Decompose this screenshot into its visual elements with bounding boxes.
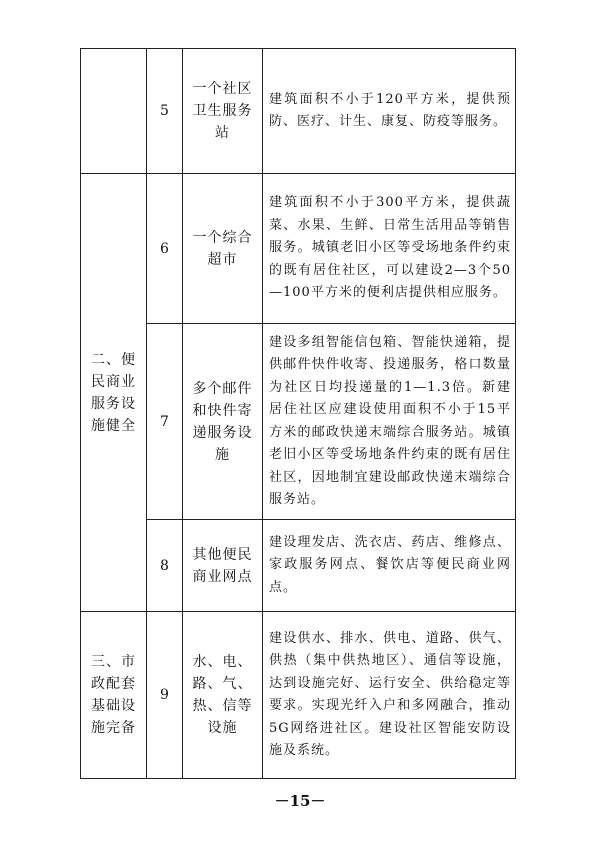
item-description: 建设理发店、洗衣店、药店、维修点、家政服务网点、餐饮店等便民商业网点。 xyxy=(269,534,511,595)
row-number: 9 xyxy=(160,687,169,703)
row-number: 5 xyxy=(160,103,169,119)
row-number-cell xyxy=(147,612,183,779)
description-cell xyxy=(263,612,516,779)
item-name: 多个邮件和快件寄递服务设施 xyxy=(192,380,253,463)
item-name: 一个综合超市 xyxy=(192,229,253,268)
description-cell xyxy=(263,174,516,324)
item-cell xyxy=(183,49,263,174)
row-number: 7 xyxy=(160,413,169,430)
row-number-cell xyxy=(147,324,183,520)
category-cell xyxy=(81,174,147,612)
item-description: 建设供水、排水、供电、道路、供气、供热（集中供热地区）、通信等设施，达到设施完好、运行安全、供给稳定等要求。实现光纤入户和多网融合，推动5G网络进社区。建设社区智能安防设施及系统。 xyxy=(269,630,511,758)
description-cell xyxy=(263,520,516,612)
row-number-cell xyxy=(147,174,183,324)
description-cell xyxy=(263,49,516,174)
table-row xyxy=(81,520,516,612)
standards-table xyxy=(80,48,516,779)
item-name: 一个社区卫生服务站 xyxy=(192,81,253,141)
description-cell xyxy=(263,324,516,520)
item-description: 建设多组智能信包箱、智能快递箱，提供邮件快件收寄、投递服务，格口数量为社区日均投递量的1—1.3倍。新建居住社区应建设使用面积不小于15平方米的邮政快递末端综合服务站。城镇老旧小区等受场地条件约束的既有居住社区，因地制宜建设邮政快递末端综合服务站。 xyxy=(269,334,511,507)
item-name: 水、电、路、气、热、信等设施 xyxy=(192,654,253,736)
row-number-cell xyxy=(147,49,183,174)
row-number-cell xyxy=(147,520,183,612)
table-row xyxy=(81,612,516,779)
item-name: 其他便民商业网点 xyxy=(192,546,253,585)
table-row xyxy=(81,49,516,174)
item-cell xyxy=(183,324,263,520)
category-label: 二、便民商业服务设施健全 xyxy=(91,351,136,434)
item-cell xyxy=(183,520,263,612)
category-cell xyxy=(81,612,147,779)
table-row xyxy=(81,174,516,324)
page-number: －15－ xyxy=(274,792,326,810)
item-cell xyxy=(183,174,263,324)
category-cell-empty xyxy=(81,49,147,174)
row-number: 8 xyxy=(160,557,169,574)
item-cell xyxy=(183,612,263,779)
category-label: 三、市政配套基础设施完备 xyxy=(91,654,136,736)
item-description: 建筑面积不小于300平方米，提供蔬菜、水果、生鲜、日常生活用品等销售服务。城镇老旧小区等受场地条件约束的既有居住社区，可以建设2—3个50—100平方米的便利店提供相应服务。 xyxy=(269,195,511,301)
item-description: 建筑面积不小于120平方米，提供预防、医疗、计生、康复、防疫等服务。 xyxy=(269,91,511,129)
table-row xyxy=(81,324,516,520)
row-number: 6 xyxy=(160,240,169,257)
